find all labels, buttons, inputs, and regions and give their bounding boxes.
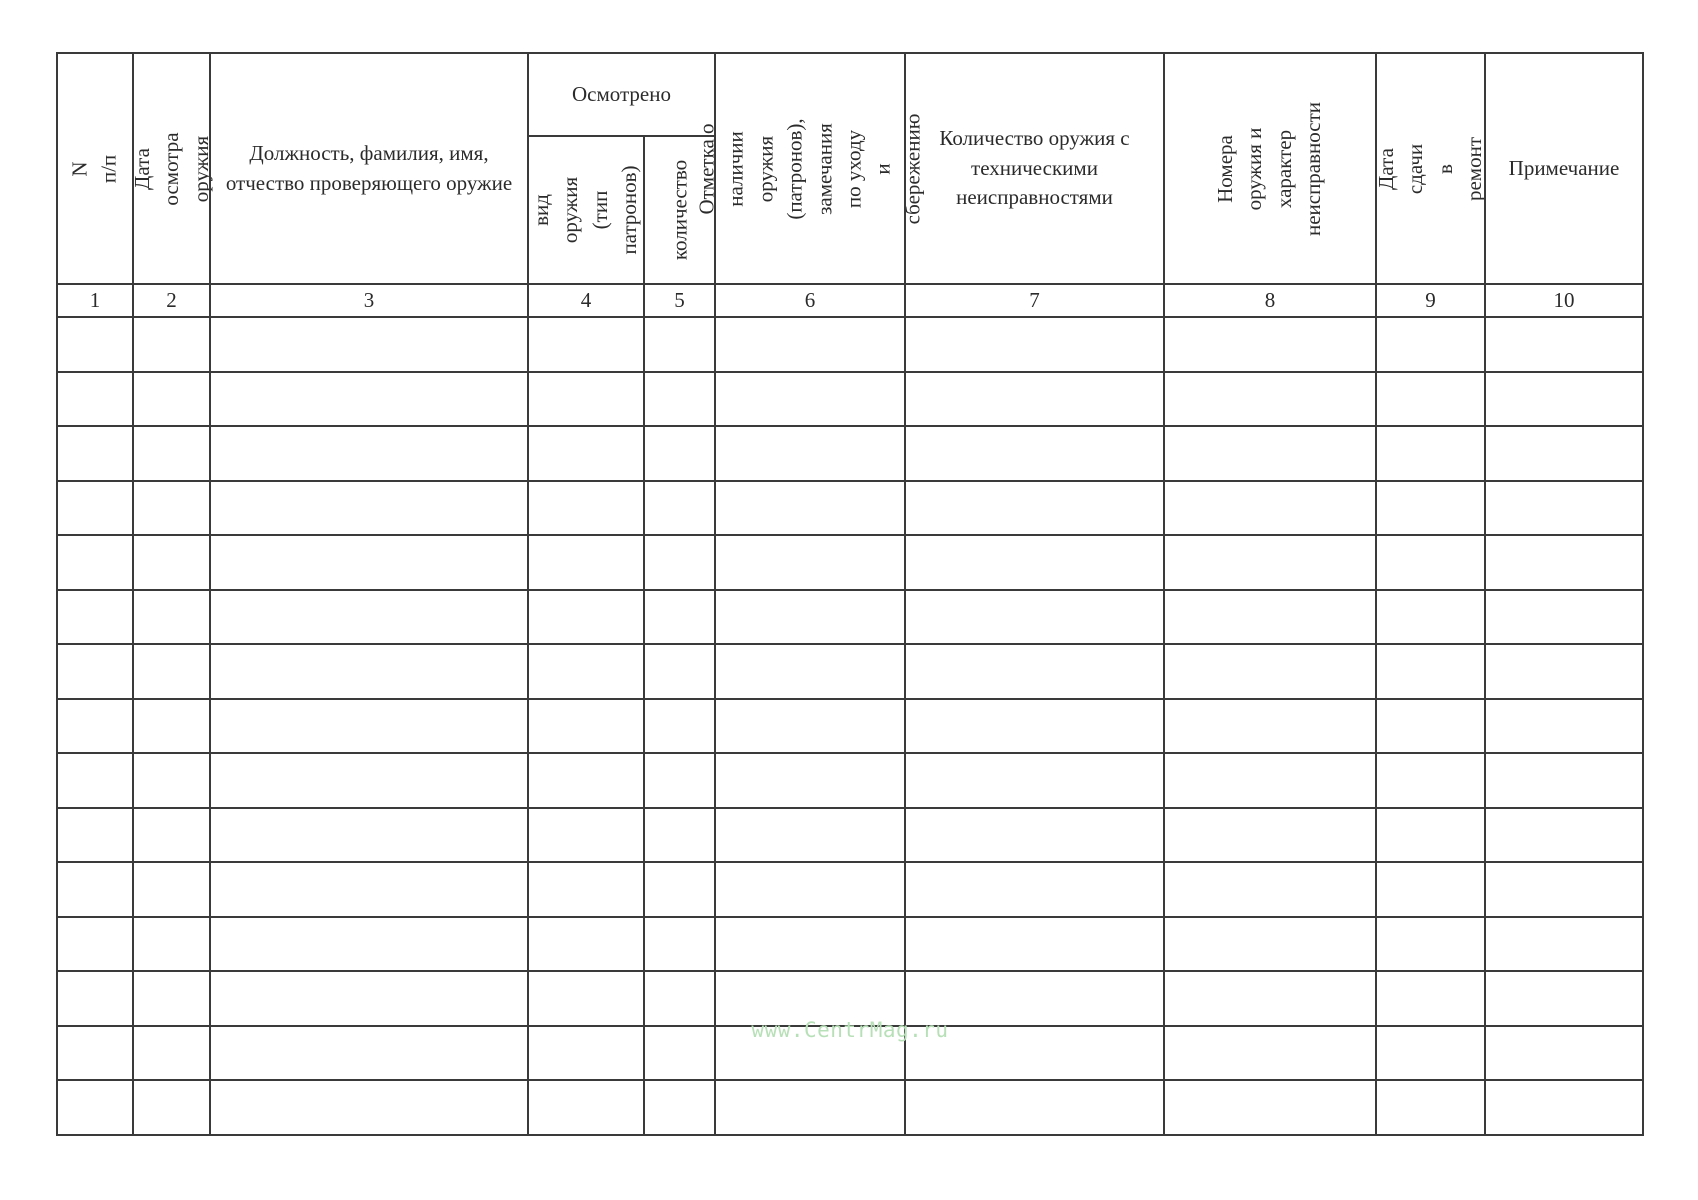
table-cell — [643, 970, 716, 1027]
table-cell — [1375, 643, 1486, 700]
table-cell — [132, 589, 211, 645]
table-cell — [56, 316, 134, 373]
header-number-label: N п/п — [67, 154, 121, 183]
table-cell — [527, 807, 645, 863]
table-cell — [643, 861, 716, 918]
table-cell — [1375, 916, 1486, 972]
header-fault-numbers-label: Номера оружия и характер неисправности — [1213, 101, 1326, 236]
column-number: 5 — [674, 287, 685, 312]
column-number-cell — [1163, 283, 1377, 318]
table-cell — [1375, 698, 1486, 754]
table-cell — [527, 861, 645, 918]
table-cell — [1163, 480, 1377, 536]
table-cell — [56, 752, 134, 809]
header-cell-inspection-date — [129, 52, 213, 285]
table-cell — [1375, 534, 1486, 591]
column-number-cell — [527, 283, 645, 318]
table-cell — [56, 1025, 134, 1081]
table-cell — [904, 425, 1165, 482]
table-cell — [1163, 371, 1377, 427]
table-cell — [1163, 970, 1377, 1027]
column-number: 4 — [580, 287, 592, 312]
table-cell — [56, 643, 134, 700]
table-cell — [1163, 643, 1377, 700]
table-cell — [527, 1079, 645, 1136]
table-cell — [209, 534, 529, 591]
table-cell — [209, 861, 529, 918]
table-cell — [527, 752, 645, 809]
table-cell — [209, 480, 529, 536]
table-cell — [209, 807, 529, 863]
table-cell — [643, 589, 716, 645]
column-number: 10 — [1553, 287, 1575, 312]
table-cell — [643, 534, 716, 591]
header-inspected-group-label: Осмотрено — [572, 81, 671, 106]
table-cell — [1484, 1025, 1644, 1081]
table-cell — [527, 480, 645, 536]
table-cell — [904, 916, 1165, 972]
table-cell — [56, 807, 134, 863]
header-presence-notes-label: Отметка о наличии оружия (патронов), замечания по уходу и сбережению — [694, 113, 925, 224]
table-cell — [56, 534, 134, 591]
table-cell — [1163, 1079, 1377, 1136]
table-cell — [527, 643, 645, 700]
table-cell — [1163, 807, 1377, 863]
table-cell — [904, 861, 1165, 918]
table-cell — [1375, 480, 1486, 536]
column-number-cell — [1484, 283, 1644, 318]
table-cell — [209, 1079, 529, 1136]
table-cell — [1163, 534, 1377, 591]
header-remarks-label: Примечание — [1508, 155, 1620, 180]
table-cell — [1375, 371, 1486, 427]
table-cell — [643, 425, 716, 482]
column-number: 1 — [89, 287, 101, 312]
table-cell — [1375, 1079, 1486, 1136]
table-cell — [1375, 807, 1486, 863]
table-cell — [904, 698, 1165, 754]
table-cell — [714, 643, 906, 700]
table-cell — [1163, 425, 1377, 482]
table-cell — [714, 425, 906, 482]
table-cell — [132, 1025, 211, 1081]
table-cell — [1375, 970, 1486, 1027]
table-cell — [527, 534, 645, 591]
table-cell — [56, 916, 134, 972]
table-cell — [1484, 480, 1644, 536]
table-cell — [714, 534, 906, 591]
table-cell — [1484, 698, 1644, 754]
table-cell — [132, 1079, 211, 1136]
table-cell — [209, 916, 529, 972]
header-faulty-count-label: Количество оружия с техническими неисправностями — [939, 125, 1130, 210]
table-cell — [714, 861, 906, 918]
table-cell — [904, 807, 1165, 863]
table-cell — [209, 589, 529, 645]
table-cell — [527, 916, 645, 972]
column-number: 8 — [1264, 287, 1276, 312]
table-cell — [527, 1025, 645, 1081]
table-cell — [527, 970, 645, 1027]
column-number-cell — [209, 283, 529, 318]
table-cell — [1375, 752, 1486, 809]
table-cell — [643, 643, 716, 700]
table-cell — [132, 807, 211, 863]
table-cell — [643, 480, 716, 536]
column-number: 2 — [166, 287, 177, 312]
header-cell-remarks — [1484, 52, 1644, 285]
table-cell — [132, 425, 211, 482]
header-cell-fault-numbers — [1163, 52, 1377, 285]
column-number-cell — [1375, 283, 1486, 318]
table-cell — [56, 589, 134, 645]
table-cell — [209, 752, 529, 809]
table-cell — [132, 534, 211, 591]
header-cell-number — [56, 52, 134, 285]
table-cell — [904, 643, 1165, 700]
table-cell — [56, 861, 134, 918]
column-number: 7 — [1029, 287, 1040, 312]
table-cell — [132, 861, 211, 918]
table-cell — [56, 371, 134, 427]
table-cell — [643, 1079, 716, 1136]
header-quantity-label: количество — [666, 159, 691, 261]
table-cell — [527, 589, 645, 645]
table-cell — [643, 807, 716, 863]
table-cell — [1375, 861, 1486, 918]
table-cell — [209, 643, 529, 700]
column-number-cell — [643, 283, 716, 318]
column-number: 3 — [363, 287, 375, 312]
table-cell — [56, 480, 134, 536]
header-cell-inspected-group — [527, 52, 716, 137]
table-cell — [904, 534, 1165, 591]
table-cell — [643, 698, 716, 754]
header-cell-inspector — [209, 52, 529, 285]
table-cell — [132, 698, 211, 754]
table-cell — [904, 480, 1165, 536]
table-cell — [714, 1079, 906, 1136]
table-cell — [714, 480, 906, 536]
table-cell — [209, 698, 529, 754]
table-cell — [643, 371, 716, 427]
table-cell — [56, 970, 134, 1027]
header-weapon-type-label: вид оружия (тип патронов) — [529, 165, 642, 255]
header-repair-date-label: Дата сдачи в ремонт — [1373, 136, 1486, 201]
table-cell — [1484, 916, 1644, 972]
table-cell — [209, 371, 529, 427]
header-cell-presence-notes — [694, 52, 925, 285]
column-number: 6 — [804, 287, 816, 312]
table-cell — [1484, 316, 1644, 373]
table-cell — [56, 425, 134, 482]
table-cell — [1484, 970, 1644, 1027]
table-cell — [209, 1025, 529, 1081]
table-cell — [1484, 534, 1644, 591]
table-cell — [904, 589, 1165, 645]
column-number-cell — [56, 283, 134, 318]
table-cell — [714, 316, 906, 373]
table-cell — [1484, 371, 1644, 427]
table-cell — [209, 970, 529, 1027]
table-cell — [714, 916, 906, 972]
header-cell-faulty-count — [904, 52, 1165, 285]
table-cell — [643, 752, 716, 809]
table-cell — [132, 643, 211, 700]
table-cell — [1375, 589, 1486, 645]
table-cell — [714, 371, 906, 427]
table-cell — [527, 425, 645, 482]
table-cell — [904, 752, 1165, 809]
table-cell — [1484, 643, 1644, 700]
table-cell — [209, 316, 529, 373]
table-cell — [1163, 752, 1377, 809]
table-cell — [527, 698, 645, 754]
table-cell — [1163, 316, 1377, 373]
table-cell — [643, 916, 716, 972]
column-number-cell — [904, 283, 1165, 318]
table-cell — [527, 316, 645, 373]
table-cell — [714, 589, 906, 645]
table-cell — [1484, 861, 1644, 918]
table-cell — [1484, 589, 1644, 645]
table-cell — [56, 698, 134, 754]
table-cell — [527, 371, 645, 427]
column-number: 9 — [1425, 287, 1436, 312]
table-cell — [1163, 589, 1377, 645]
column-number-cell — [132, 283, 211, 318]
header-cell-repair-date — [1375, 52, 1486, 285]
table-cell — [1375, 1025, 1486, 1081]
table-cell — [714, 752, 906, 809]
table-cell — [1484, 752, 1644, 809]
table-cell — [132, 316, 211, 373]
table-cell — [904, 371, 1165, 427]
header-inspector-label: Должность, фамилия, имя, отчество проверяющего оружие — [225, 140, 513, 195]
header-inspection-date-label: Дата осмотра оружия — [129, 131, 213, 206]
table-cell — [714, 807, 906, 863]
table-cell — [1484, 807, 1644, 863]
table-cell — [132, 916, 211, 972]
column-number-cell — [714, 283, 906, 318]
table-cell — [643, 1025, 716, 1081]
table-cell — [1163, 861, 1377, 918]
table-cell — [643, 316, 716, 373]
table-cell — [132, 371, 211, 427]
watermark: www.CentrMag.ru — [751, 1018, 949, 1042]
table-cell — [1484, 425, 1644, 482]
table-cell — [1163, 1025, 1377, 1081]
header-cell-weapon-type — [527, 135, 645, 285]
table-cell — [1163, 698, 1377, 754]
table-cell — [904, 1079, 1165, 1136]
table-cell — [1163, 916, 1377, 972]
table-cell — [1375, 425, 1486, 482]
table-cell — [132, 480, 211, 536]
table-cell — [132, 970, 211, 1027]
table-cell — [904, 316, 1165, 373]
table-cell — [209, 425, 529, 482]
table-cell — [1375, 316, 1486, 373]
table-cell — [1484, 1079, 1644, 1136]
table-cell — [132, 752, 211, 809]
table-cell — [714, 698, 906, 754]
table-cell — [56, 1079, 134, 1136]
